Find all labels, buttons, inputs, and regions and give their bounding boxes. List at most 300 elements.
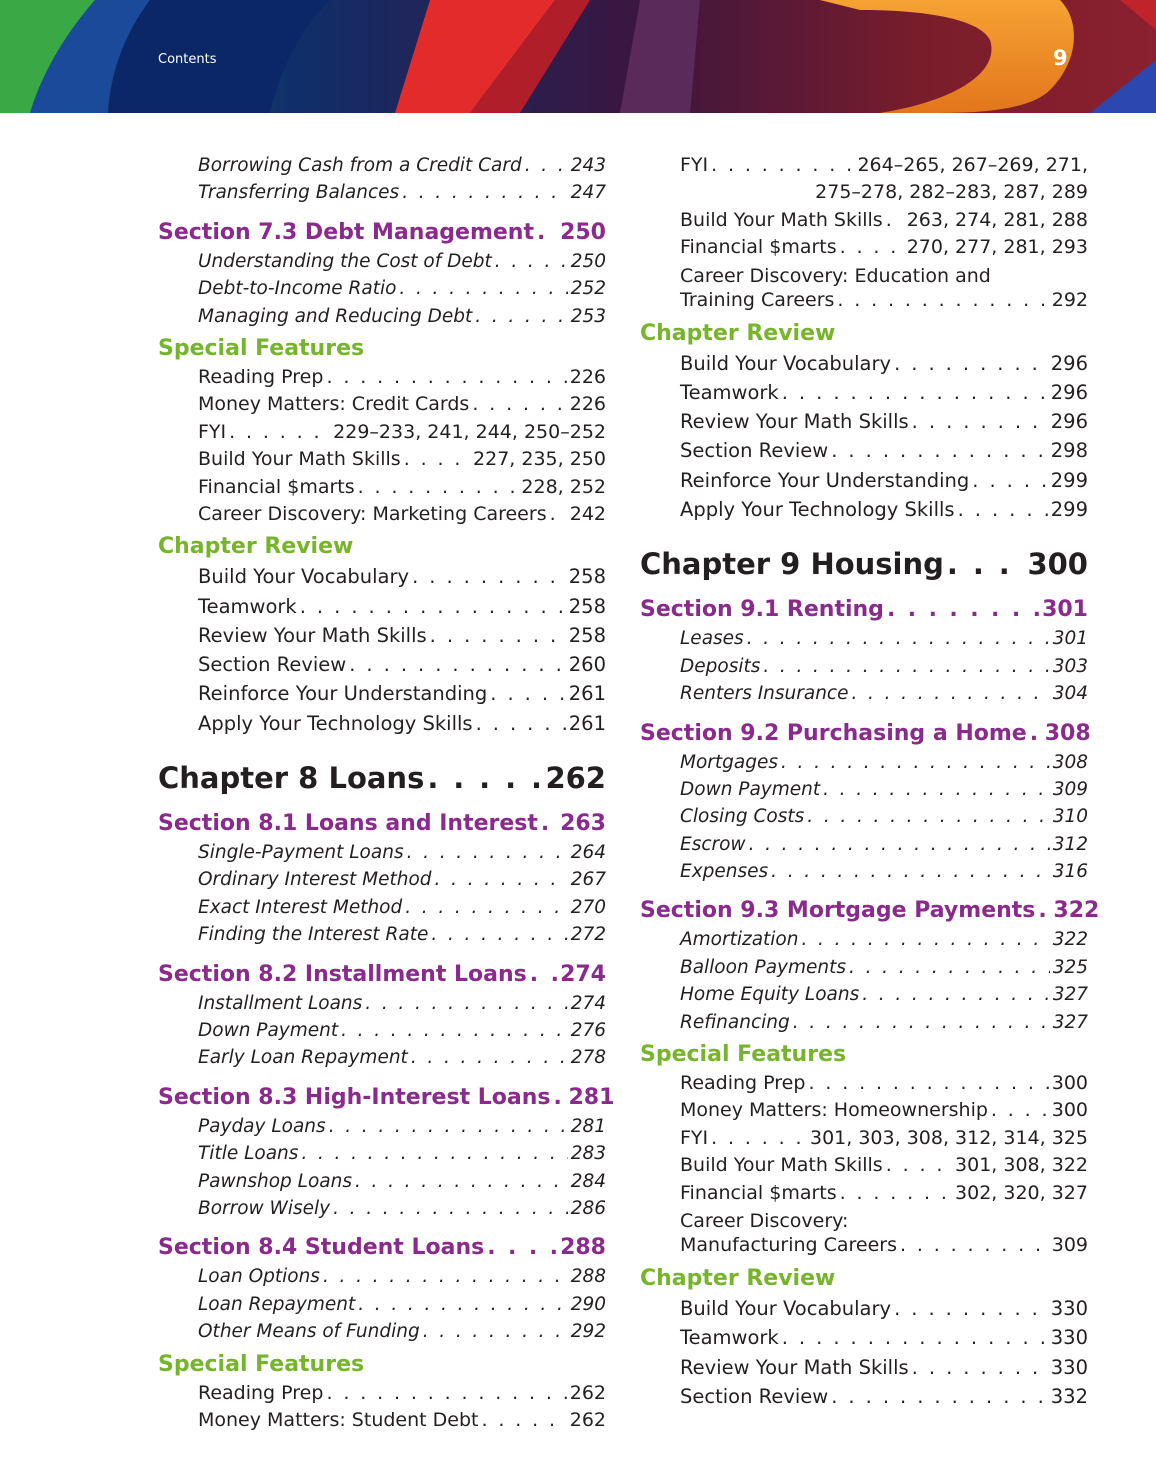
toc-section-heading[interactable] — [640, 719, 1091, 749]
dot-leader — [411, 1044, 568, 1071]
dot-leader — [711, 1125, 807, 1152]
entry-title: Teamwork — [198, 594, 297, 618]
entry-title: Apply Your Technology Skills — [198, 711, 473, 735]
dot-leader — [326, 364, 566, 391]
toc-subsection-entry[interactable] — [158, 179, 606, 206]
page-ref: 327 — [1052, 1011, 1088, 1033]
toc-subsection-entry[interactable] — [158, 866, 606, 893]
dot-leader — [423, 1318, 568, 1345]
dot-leader — [831, 1382, 1048, 1411]
page-ref: 226 — [569, 393, 606, 416]
entry-title: Balloon Payments — [680, 956, 847, 978]
entry-title: Build Your Vocabulary — [680, 351, 892, 375]
toc-review-entry[interactable] — [640, 436, 1088, 465]
toc-subsection-entry[interactable] — [158, 275, 606, 302]
page-ref: 300 — [1027, 547, 1088, 582]
toc-feature-entry[interactable] — [158, 446, 606, 473]
dot-leader — [887, 595, 1039, 625]
entry-title: Escrow — [680, 833, 746, 855]
entry-title: Career Discovery: — [680, 1209, 849, 1232]
toc-subsection-entry[interactable] — [158, 152, 606, 179]
entry-title: FYI — [680, 154, 709, 176]
toc-section-heading[interactable] — [640, 595, 1088, 625]
page-ref: 312 — [1052, 833, 1088, 855]
dot-leader — [862, 981, 1049, 1008]
entry-title: Finding the Interest Rate — [198, 924, 429, 946]
dot-leader — [991, 1097, 1049, 1124]
running-header-label: Contents — [158, 52, 217, 67]
entry-title: Money Matters: Credit Cards — [198, 393, 470, 416]
page-ref: 299 — [1050, 468, 1088, 492]
toc-feature-entry[interactable] — [158, 391, 606, 418]
entry-title-cont-text: Training Careers — [680, 288, 835, 311]
dot-leader — [886, 207, 904, 234]
dot-leader — [537, 218, 557, 248]
entry-title: Refinancing — [680, 1011, 790, 1033]
dot-leader — [849, 954, 1050, 981]
entry-title: Renters Insurance — [680, 683, 849, 705]
toc-subsection-entry[interactable] — [640, 1009, 1088, 1036]
page-ref: 303 — [1052, 655, 1088, 677]
page-ref: 325 — [1052, 956, 1088, 978]
entry-title: Teamwork — [680, 380, 779, 404]
entry-title: Chapter 9 Housing — [640, 547, 944, 582]
toc-feature-entry[interactable] — [640, 234, 1088, 261]
toc-review-entry[interactable] — [640, 378, 1088, 407]
page-ref: 276 — [570, 1020, 606, 1042]
entry-title: Payday Loans — [198, 1115, 326, 1137]
dot-leader — [823, 776, 1050, 803]
entry-title: Teamwork — [680, 1326, 779, 1350]
entry-title: Down Payment — [680, 778, 821, 800]
dot-leader — [490, 679, 566, 708]
dot-leader — [900, 1233, 1049, 1257]
page-ref: 292 — [1051, 288, 1088, 311]
dot-leader — [1038, 896, 1050, 926]
toc-section-heading[interactable] — [158, 1083, 615, 1113]
dot-leader — [947, 544, 1025, 584]
toc-feature-entry[interactable] — [640, 1070, 1088, 1097]
dot-leader — [894, 1294, 1048, 1323]
entry-title: Title Loans — [198, 1143, 299, 1165]
page-ref: 330 — [1050, 1355, 1088, 1379]
dot-leader — [326, 1380, 566, 1407]
page-ref: 290 — [570, 1293, 606, 1315]
toc-feature-entry[interactable] — [158, 1407, 606, 1434]
toc-review-entry[interactable] — [158, 709, 606, 738]
toc-review-entry[interactable] — [158, 592, 606, 621]
page-ref: 270, 277, 281, 293 — [906, 236, 1088, 259]
toc-group-heading: Chapter Review — [158, 534, 354, 560]
dot-leader — [476, 709, 566, 738]
dot-leader — [358, 474, 519, 501]
toc-subsection-entry[interactable] — [640, 954, 1088, 981]
entry-title: Career Discovery: Marketing Careers — [198, 502, 547, 525]
dot-leader — [358, 1291, 567, 1318]
dot-leader — [958, 495, 1048, 524]
dot-leader — [1030, 719, 1042, 749]
entry-title: Debt-to-Income Ratio — [198, 278, 397, 300]
page-ref: 252 — [570, 278, 606, 300]
toc-review-entry[interactable] — [158, 679, 606, 708]
entry-title: Reading Prep — [680, 1072, 806, 1095]
entry-title-cont-text: Manufacturing Careers — [680, 1233, 898, 1256]
dot-leader — [837, 288, 1048, 312]
toc-feature-entry[interactable] — [158, 474, 606, 501]
dot-leader — [435, 866, 568, 893]
entry-title: Reading Prep — [198, 1381, 324, 1404]
entry-title: Section Review — [680, 439, 829, 463]
page-ref: 300 — [1051, 1099, 1088, 1122]
dot-leader — [782, 1323, 1048, 1352]
toc-feature-entry-wrapped[interactable] — [640, 1207, 1088, 1260]
entry-title: Installment Loans — [198, 992, 363, 1014]
page-ref: 330 — [1050, 1296, 1088, 1320]
page-ref: 229–233, 241, 244, 250–252 — [333, 420, 606, 443]
page-ref: 308 — [1044, 720, 1091, 746]
page-ref: 262 — [569, 1408, 606, 1431]
toc-subsection-entry[interactable] — [158, 1044, 606, 1071]
page-ref: 322 — [1053, 898, 1100, 924]
page-ref: 267 — [570, 869, 606, 891]
toc-group-heading: Chapter Review — [640, 1265, 836, 1291]
page-number: 9 — [1053, 46, 1068, 70]
toc-review-entry[interactable] — [640, 1323, 1088, 1352]
entry-title: Review Your Math Skills — [198, 623, 427, 647]
toc-section-heading[interactable] — [158, 1233, 606, 1263]
toc-review-entry[interactable] — [640, 407, 1088, 436]
dot-leader — [840, 234, 904, 261]
page-ref: 304 — [1052, 683, 1088, 705]
entry-title: Review Your Math Skills — [680, 410, 909, 434]
page-ref: 281 — [570, 1115, 606, 1137]
toc-subsection-entry[interactable] — [158, 1168, 606, 1195]
entry-title: Money Matters: Homeownership — [680, 1099, 988, 1122]
page-ref: 247 — [570, 182, 606, 204]
toc-subsection-entry[interactable] — [158, 248, 606, 275]
toc-subsection-entry[interactable] — [640, 981, 1088, 1008]
toc-review-entry[interactable] — [158, 650, 606, 679]
entry-title: Financial $marts — [198, 475, 355, 498]
page-ref: 278 — [570, 1047, 606, 1069]
page-ref: 309 — [1051, 1233, 1088, 1256]
entry-title: Expenses — [680, 861, 769, 883]
page-ref: 260 — [568, 653, 606, 677]
entry-title: Managing and Reducing Debt — [198, 305, 473, 327]
entry-title: Section 9.1 Renting — [640, 597, 884, 623]
page-ref: 310 — [1052, 806, 1088, 828]
toc-review-entry[interactable] — [640, 1382, 1088, 1411]
toc-subsection-entry[interactable] — [158, 1195, 606, 1222]
entry-title: Exact Interest Method — [198, 896, 403, 918]
entry-title: Section 8.1 Loans and Interest — [158, 811, 538, 837]
dot-leader — [972, 466, 1048, 495]
toc-feature-entry-fyi[interactable] — [640, 152, 1088, 207]
toc-review-entry[interactable] — [640, 349, 1088, 378]
toc-subsection-entry[interactable] — [640, 625, 1088, 652]
page-ref: 300 — [1051, 1072, 1088, 1095]
dot-leader — [807, 803, 1049, 830]
entry-title: Financial $marts — [680, 1181, 837, 1204]
entry-title: Review Your Math Skills — [680, 1355, 909, 1379]
entry-title: Apply Your Technology Skills — [680, 498, 955, 522]
dot-leader — [399, 275, 567, 302]
dot-leader — [431, 921, 567, 948]
page-ref: 250 — [570, 250, 606, 272]
dot-leader — [405, 894, 567, 921]
toc-group-heading: Special Features — [158, 1351, 365, 1377]
entry-title: FYI — [198, 420, 227, 443]
entry-title: Money Matters: Student Debt — [198, 1408, 479, 1431]
toc-feature-entry[interactable] — [640, 207, 1088, 234]
fyi-first-line[interactable] — [680, 152, 1088, 179]
dot-leader — [300, 592, 566, 621]
entry-title: Section 8.2 Installment Loans — [158, 961, 527, 987]
entry-title: Build Your Vocabulary — [680, 1296, 892, 1320]
page-ref: 243 — [570, 155, 606, 176]
page-ref: 270 — [570, 896, 606, 918]
dot-leader — [781, 749, 1050, 776]
entry-title-continued — [680, 288, 1088, 312]
page-ref: 292 — [570, 1321, 606, 1343]
page-ref: 281 — [568, 1084, 615, 1110]
toc-section-heading[interactable] — [640, 896, 1100, 926]
entry-title: Career Discovery: Education and — [680, 264, 991, 287]
toc-review-entry[interactable] — [640, 1294, 1088, 1323]
page-ref: 261 — [568, 682, 606, 706]
dot-leader — [782, 378, 1048, 407]
toc-subsection-entry[interactable] — [158, 1017, 606, 1044]
toc-review-entry[interactable] — [640, 466, 1088, 495]
dot-leader — [427, 758, 542, 798]
toc-group-heading: Special Features — [158, 335, 365, 361]
toc-subsection-entry[interactable] — [640, 803, 1088, 830]
dot-leader — [912, 407, 1048, 436]
dot-leader — [711, 152, 854, 179]
entry-title: Ordinary Interest Method — [198, 869, 432, 891]
toc-feature-entry[interactable] — [158, 501, 606, 528]
entry-title: Transferring Balances — [198, 182, 400, 204]
dot-leader — [793, 1009, 1050, 1036]
entry-title: Closing Costs — [680, 806, 805, 828]
dot-leader — [487, 1233, 557, 1263]
entry-title: Borrowing Cash from a Credit Card — [198, 155, 522, 176]
dot-leader — [229, 419, 330, 446]
toc-subsection-entry[interactable] — [158, 1263, 606, 1290]
toc-section-heading[interactable] — [158, 960, 606, 990]
entry-title: Reading Prep — [198, 365, 324, 388]
page-ref: 262 — [569, 1381, 606, 1404]
toc-chapter-heading[interactable] — [158, 758, 606, 798]
page-ref: 330 — [1050, 1326, 1088, 1350]
page-ref: 261 — [568, 711, 606, 735]
toc-subsection-entry[interactable] — [158, 1140, 606, 1167]
page-ref: 258 — [568, 623, 606, 647]
entry-title: Section Review — [198, 653, 347, 677]
toc-subsection-entry[interactable] — [158, 1318, 606, 1345]
page-ref: 263, 274, 281, 288 — [906, 208, 1088, 231]
dot-leader — [329, 1113, 568, 1140]
dot-leader — [341, 1017, 568, 1044]
dot-leader — [349, 650, 566, 679]
dot-leader — [554, 1083, 566, 1113]
entry-title: Financial $marts — [680, 236, 837, 259]
toc-review-entry[interactable] — [640, 1353, 1088, 1382]
toc-review-entry[interactable] — [158, 621, 606, 650]
toc-subsection-entry[interactable] — [158, 894, 606, 921]
dot-leader — [402, 179, 568, 206]
page-ref: 284 — [570, 1170, 606, 1192]
dot-leader — [495, 248, 568, 275]
toc-subsection-entry[interactable] — [640, 653, 1088, 680]
entry-title: Build Your Vocabulary — [198, 565, 410, 589]
toc-left-column — [158, 152, 615, 1434]
entry-title: Home Equity Loans — [680, 984, 860, 1006]
page-ref: 274 — [560, 961, 606, 987]
entry-title: Other Means of Funding — [198, 1321, 420, 1343]
toc-subsection-entry[interactable] — [158, 839, 606, 866]
page-ref: 298 — [1050, 439, 1088, 463]
dot-leader — [525, 152, 568, 179]
toc-group-heading: Chapter Review — [640, 320, 836, 346]
page-ref: 258 — [568, 594, 606, 618]
page-ref: 296 — [1050, 410, 1088, 434]
page-ref: 272 — [570, 924, 606, 946]
page-ref: 226 — [569, 365, 606, 388]
page-ref: 301, 303, 308, 312, 314, 325 — [810, 1126, 1088, 1149]
toc-feature-entry[interactable] — [640, 1180, 1088, 1207]
page-ref: 264 — [570, 842, 606, 864]
dot-leader — [355, 1168, 568, 1195]
entry-title: Build Your Math Skills — [680, 208, 883, 231]
entry-title: Loan Options — [198, 1266, 320, 1288]
dot-leader — [771, 858, 1050, 885]
dot-leader — [840, 1180, 952, 1207]
toc-feature-entry-wrapped[interactable] — [640, 262, 1088, 315]
dot-leader — [407, 839, 568, 866]
toc-feature-entry[interactable] — [640, 1097, 1088, 1124]
page-ref: 301 — [1042, 597, 1088, 623]
dot-leader — [749, 831, 1050, 858]
toc-review-entry[interactable] — [640, 495, 1088, 524]
entry-title: Reinforce Your Understanding — [198, 682, 488, 706]
entry-title: Leases — [680, 628, 744, 650]
page-ref: 262 — [545, 761, 606, 796]
toc-subsection-entry[interactable] — [158, 1113, 606, 1140]
entry-title: Chapter 8 Loans — [158, 761, 425, 796]
page-ref: 322 — [1052, 929, 1088, 951]
entry-title: Understanding the Cost of Debt — [198, 250, 492, 272]
entry-title: Single-Payment Loans — [198, 842, 404, 864]
toc-feature-entry[interactable] — [158, 364, 606, 391]
page-ref: 301 — [1052, 628, 1088, 650]
entry-title: Pawnshop Loans — [198, 1170, 352, 1192]
toc-subsection-entry[interactable] — [158, 921, 606, 948]
entry-title: Borrow Wisely — [198, 1197, 331, 1219]
entry-title: Build Your Math Skills — [198, 448, 401, 471]
toc-subsection-entry[interactable] — [158, 303, 606, 330]
toc-section-heading[interactable] — [158, 809, 606, 839]
dot-leader — [323, 1263, 568, 1290]
entry-title: Amortization — [680, 929, 799, 951]
dot-leader — [541, 809, 557, 839]
toc-feature-entry[interactable] — [158, 419, 606, 446]
toc-subsection-entry[interactable] — [640, 858, 1088, 885]
page-header-banner — [0, 0, 1156, 113]
page-ref: 288 — [570, 1266, 606, 1288]
page-ref: 302, 320, 327 — [955, 1181, 1088, 1204]
entry-title: Section Review — [680, 1384, 829, 1408]
dot-leader — [365, 990, 567, 1017]
toc-subsection-entry[interactable] — [158, 1291, 606, 1318]
dot-leader — [430, 621, 566, 650]
dot-leader — [912, 1353, 1048, 1382]
dot-leader — [894, 349, 1048, 378]
page-ref: 286 — [570, 1197, 606, 1219]
toc-subsection-entry[interactable] — [640, 831, 1088, 858]
entry-title: Deposits — [680, 655, 761, 677]
page-ref: 263 — [560, 811, 606, 837]
toc-chapter-heading[interactable] — [640, 544, 1088, 584]
toc-feature-entry[interactable] — [158, 1380, 606, 1407]
page-ref: 288 — [560, 1235, 606, 1261]
dot-leader — [763, 653, 1049, 680]
dot-leader — [404, 446, 470, 473]
entry-title: Section 9.3 Mortgage Payments — [640, 898, 1036, 924]
toc-review-entry[interactable] — [158, 562, 606, 591]
page-ref-continued: 275–278, 282–283, 287, 289 — [815, 181, 1088, 204]
page-ref: 316 — [1052, 861, 1088, 883]
dot-leader — [747, 625, 1050, 652]
toc-subsection-entry[interactable] — [640, 680, 1088, 707]
entry-title: Section 8.4 Student Loans — [158, 1235, 485, 1261]
dot-leader — [475, 303, 567, 330]
toc-section-heading[interactable] — [158, 218, 606, 248]
page-ref: 327 — [1052, 984, 1088, 1006]
page-ref: 264–265, 267–269, 271, — [857, 154, 1088, 176]
page-ref: 274 — [570, 992, 606, 1014]
entry-title: Reinforce Your Understanding — [680, 468, 970, 492]
toc-subsection-entry[interactable] — [640, 926, 1088, 953]
dot-leader — [333, 1195, 568, 1222]
dot-leader — [412, 562, 566, 591]
dot-leader — [301, 1140, 567, 1167]
toc-subsection-entry[interactable] — [640, 776, 1088, 803]
toc-feature-entry[interactable] — [640, 1125, 1088, 1152]
dot-leader — [886, 1152, 952, 1179]
dot-leader — [481, 1407, 566, 1434]
dot-leader — [530, 960, 557, 990]
entry-title: Section 8.3 High-Interest Loans — [158, 1084, 551, 1110]
page-ref: 258 — [568, 565, 606, 589]
page-ref: 242 — [569, 502, 606, 525]
entry-title: FYI — [680, 1126, 709, 1149]
page-ref: 296 — [1050, 380, 1088, 404]
dot-leader — [801, 926, 1049, 953]
page-ref: 301, 308, 322 — [955, 1154, 1088, 1177]
dot-leader — [472, 391, 566, 418]
dot-leader — [831, 436, 1048, 465]
page-ref: 227, 235, 250 — [473, 448, 606, 471]
page-ref: 228, 252 — [521, 475, 606, 498]
toc-feature-entry[interactable] — [640, 1152, 1088, 1179]
page-ref: 299 — [1050, 498, 1088, 522]
toc-subsection-entry[interactable] — [158, 990, 606, 1017]
toc-subsection-entry[interactable] — [640, 749, 1088, 776]
entry-title: Down Payment — [198, 1020, 339, 1042]
entry-title: Early Loan Repayment — [198, 1047, 408, 1069]
page-ref: 308 — [1052, 751, 1088, 773]
